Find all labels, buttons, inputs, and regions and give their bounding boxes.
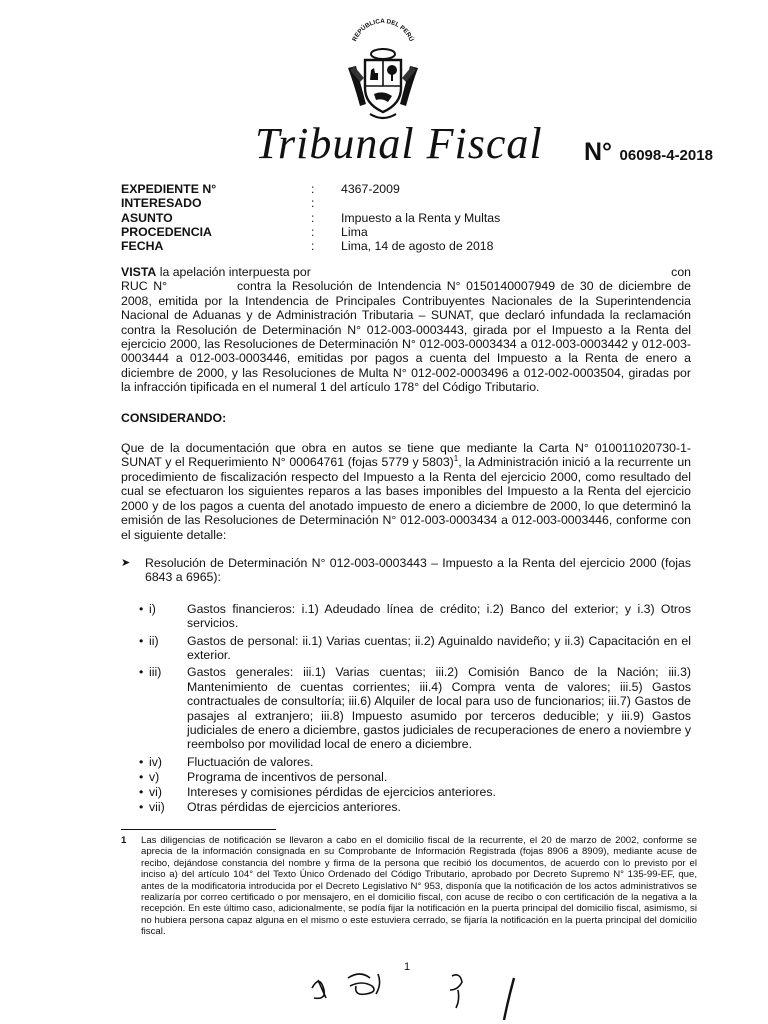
svg-text:REPÚBLICA DEL PERÚ xyxy=(351,18,417,43)
meta-row-procedencia xyxy=(121,225,500,239)
coat-of-arms-seal xyxy=(340,18,426,128)
item-text: Gastos financieros: i.1) Adeudado línea de crédito; i.2) Banco del exterior; y i.3) Otros servicios. xyxy=(187,601,691,631)
bullet-icon: • xyxy=(139,633,144,648)
bullet-icon: • xyxy=(139,754,144,769)
vista-body xyxy=(121,279,691,394)
bullet-icon: • xyxy=(139,799,144,814)
meta-row-asunto xyxy=(121,211,500,225)
meta-colon: : xyxy=(311,239,315,254)
item-text: Otras pérdidas de ejercicios anteriores. xyxy=(187,799,401,814)
meta-colon: : xyxy=(311,224,315,239)
list-item xyxy=(139,770,691,784)
footnote-text: Las diligencias de notificación se llevaron a cabo en el domicilio fiscal de la recurrente, el 20 de marzo de 2002, conforme se aprecia de la información consignada en su Comprobante de Información Registrada (fojas 8906 a 8909), mediante acuse de recibo, dejándose constancia del nombre y firma de la persona que recibió los documentos, de acuerdo con lo previsto por el inciso a) del artículo 104° del Texto Único Ordenado del Código Tributario, aprobado por Decreto Supremo N° 135-99-EF, que, antes de la modificatoria introducida por el Decreto Legislativo N° 953, disponía que la notificación de los actos administrativos se realizaría por correo certificado o por mensajero, en el domicilio fiscal, con acuse de recibo o con certificación de la negativa a la recepción. En este último caso, adicionalmente, se podía fijar la notificación en la puerta principal del domicilio fiscal, asimismo, si no hubiera persona capaz alguna en el mismo o este estuviera cerrado, se fijaría la notificación en la puerta principal del domicilio fiscal. xyxy=(141,835,697,938)
arrow-list-item xyxy=(121,556,691,585)
bullet-icon: • xyxy=(139,784,144,799)
item-number: i) xyxy=(149,601,156,616)
list-item xyxy=(139,785,691,799)
list-item xyxy=(139,800,691,814)
footnote-divider xyxy=(121,829,276,830)
item-number: vii) xyxy=(149,799,165,814)
vista-lead-text: la apelación interpuesta por xyxy=(156,265,311,279)
meta-row-fecha xyxy=(121,239,500,253)
reparos-list xyxy=(139,602,691,814)
footnote xyxy=(121,835,697,938)
meta-colon: : xyxy=(311,210,315,225)
meta-label: INTERESADO xyxy=(121,196,202,211)
paragraph-part1: Que de la documentación que obra en autos se tiene que mediante la Carta N° 010011020730-1-SUNAT y el Requerimiento N° 00064761 (fojas 5779 y 5803) xyxy=(121,441,691,470)
vista-body-text: contra la Resolución de Intendencia N° 0150140007949 de 30 de diciembre de 2008, emitida por la Intendencia de Principales Contribuyentes Nacionales de la Superintendencia Nacional de Aduanas y de Administración Tributaria – SUNAT, que declaró infundada la reclamación contra la Resolución de Determinación N° 012-003-0003443, girada por el Impuesto a la Renta del ejercicio 2000, las Resoluciones de Determinación N° 012-003-0003434 a 012-003-0003442 y 012-003-0003444 a 012-003-0003446, emitidas por pagos a cuenta del Impuesto a la Renta de enero a diciembre de 2000, y las Resoluciones de Multa N° 012-002-0003496 a 012-002-0003504, giradas por la infracción tipificada en el numeral 1 del artículo 178° del Código Tributario. xyxy=(121,279,692,395)
page-number: 1 xyxy=(404,961,411,973)
bullet-icon: • xyxy=(139,665,144,680)
item-text: Gastos de personal: ii.1) Varias cuentas; ii.2) Aguinaldo navideño; y ii.3) Capacitación en el exterior. xyxy=(187,633,691,662)
item-number: vi) xyxy=(149,784,162,799)
seal-arc-text: REPÚBLICA DEL PERÚ xyxy=(351,18,415,43)
footnote-ref: 1 xyxy=(453,454,459,464)
item-number: v) xyxy=(149,769,160,784)
resolution-number xyxy=(584,138,713,167)
meta-value: Lima, 14 de agosto de 2018 xyxy=(341,239,494,254)
meta-value: Impuesto a la Renta y Multas xyxy=(341,210,501,225)
meta-colon: : xyxy=(311,182,315,196)
item-text: Intereses y comisiones pérdidas de ejercicios anteriores. xyxy=(187,784,496,799)
bullet-icon: • xyxy=(139,769,144,784)
list-item xyxy=(139,755,691,769)
item-text: Gastos generales: iii.1) Varias cuentas; iii.2) Comisión Banco de la Nación; iii.3) Mantenimiento de cuentas corrientes; iii.4) Compra venta de valores; iii.5) Gastos contractuales de consultoría; iii.6) Alquiler de local para uso de funcionarios; iii.7) Gastos de pasajes al extranjero; iii.8) Impuesto asumido por terceros deducible; y iii.9) Gastos judiciales de enero a diciembre, gastos judiciales de recuperaciones de enero a noviembre y reembolso por movilidad local de enero a diciembre. xyxy=(187,665,691,752)
vista-paragraph xyxy=(121,265,691,395)
case-metadata xyxy=(121,182,500,253)
footnote-number: 1 xyxy=(121,835,127,846)
meta-row-interesado xyxy=(121,196,500,210)
document-body xyxy=(121,265,691,814)
list-item xyxy=(139,665,691,751)
handwritten-signatures xyxy=(300,960,530,1020)
vista-first-line xyxy=(121,265,691,279)
item-number: ii) xyxy=(149,633,159,648)
number-value: 06098-4-2018 xyxy=(619,147,713,164)
meta-label: FECHA xyxy=(121,239,164,254)
paragraph-documentacion xyxy=(121,441,691,542)
meta-label: PROCEDENCIA xyxy=(121,224,212,239)
considerando-heading: CONSIDERANDO: xyxy=(121,410,227,425)
list-item xyxy=(139,634,691,663)
meta-value: Lima xyxy=(341,224,368,239)
meta-label: EXPEDIENTE N° xyxy=(121,182,217,196)
meta-colon: : xyxy=(311,196,315,211)
paragraph-part2: , la Administración inició a la recurrente un procedimiento de fiscalización respecto del Impuesto a la Renta del ejercicio 2000, como resultado del cual se efectuaron los siguientes reparos a las bases imponibles del Impuesto a la Renta del ejercicio 2000 y de los pagos a cuenta del anotado impuesto de enero a diciembre de 2000, lo que determinó la emisión de las Resoluciones de Determinación N° 012-003-0003434 a 012-003-0003446, conforme con el siguiente detalle: xyxy=(121,455,691,542)
bullet-icon: • xyxy=(139,601,144,616)
vista-con: con xyxy=(671,265,691,279)
arrow-bullet-icon: ➤ xyxy=(121,556,131,569)
list-item xyxy=(139,602,691,631)
item-text: Fluctuación de valores. xyxy=(187,754,314,769)
item-text: Programa de incentivos de personal. xyxy=(187,769,388,784)
arrow-item-text: Resolución de Determinación N° 012-003-0003443 – Impuesto a la Renta del ejercicio 2000 (fojas 6843 a 6965): xyxy=(145,555,691,585)
tribunal-title: Tribunal Fiscal xyxy=(255,119,543,168)
meta-value: 4367-2009 xyxy=(341,182,400,196)
vista-lead xyxy=(121,265,311,279)
item-number: iii) xyxy=(149,665,162,680)
meta-label: ASUNTO xyxy=(121,210,173,225)
vista-bold: VISTA xyxy=(121,265,157,279)
item-number: iv) xyxy=(149,754,162,769)
meta-row-expediente xyxy=(121,182,500,196)
ruc-label: RUC N° xyxy=(121,279,168,294)
number-prefix: N° xyxy=(584,138,613,166)
